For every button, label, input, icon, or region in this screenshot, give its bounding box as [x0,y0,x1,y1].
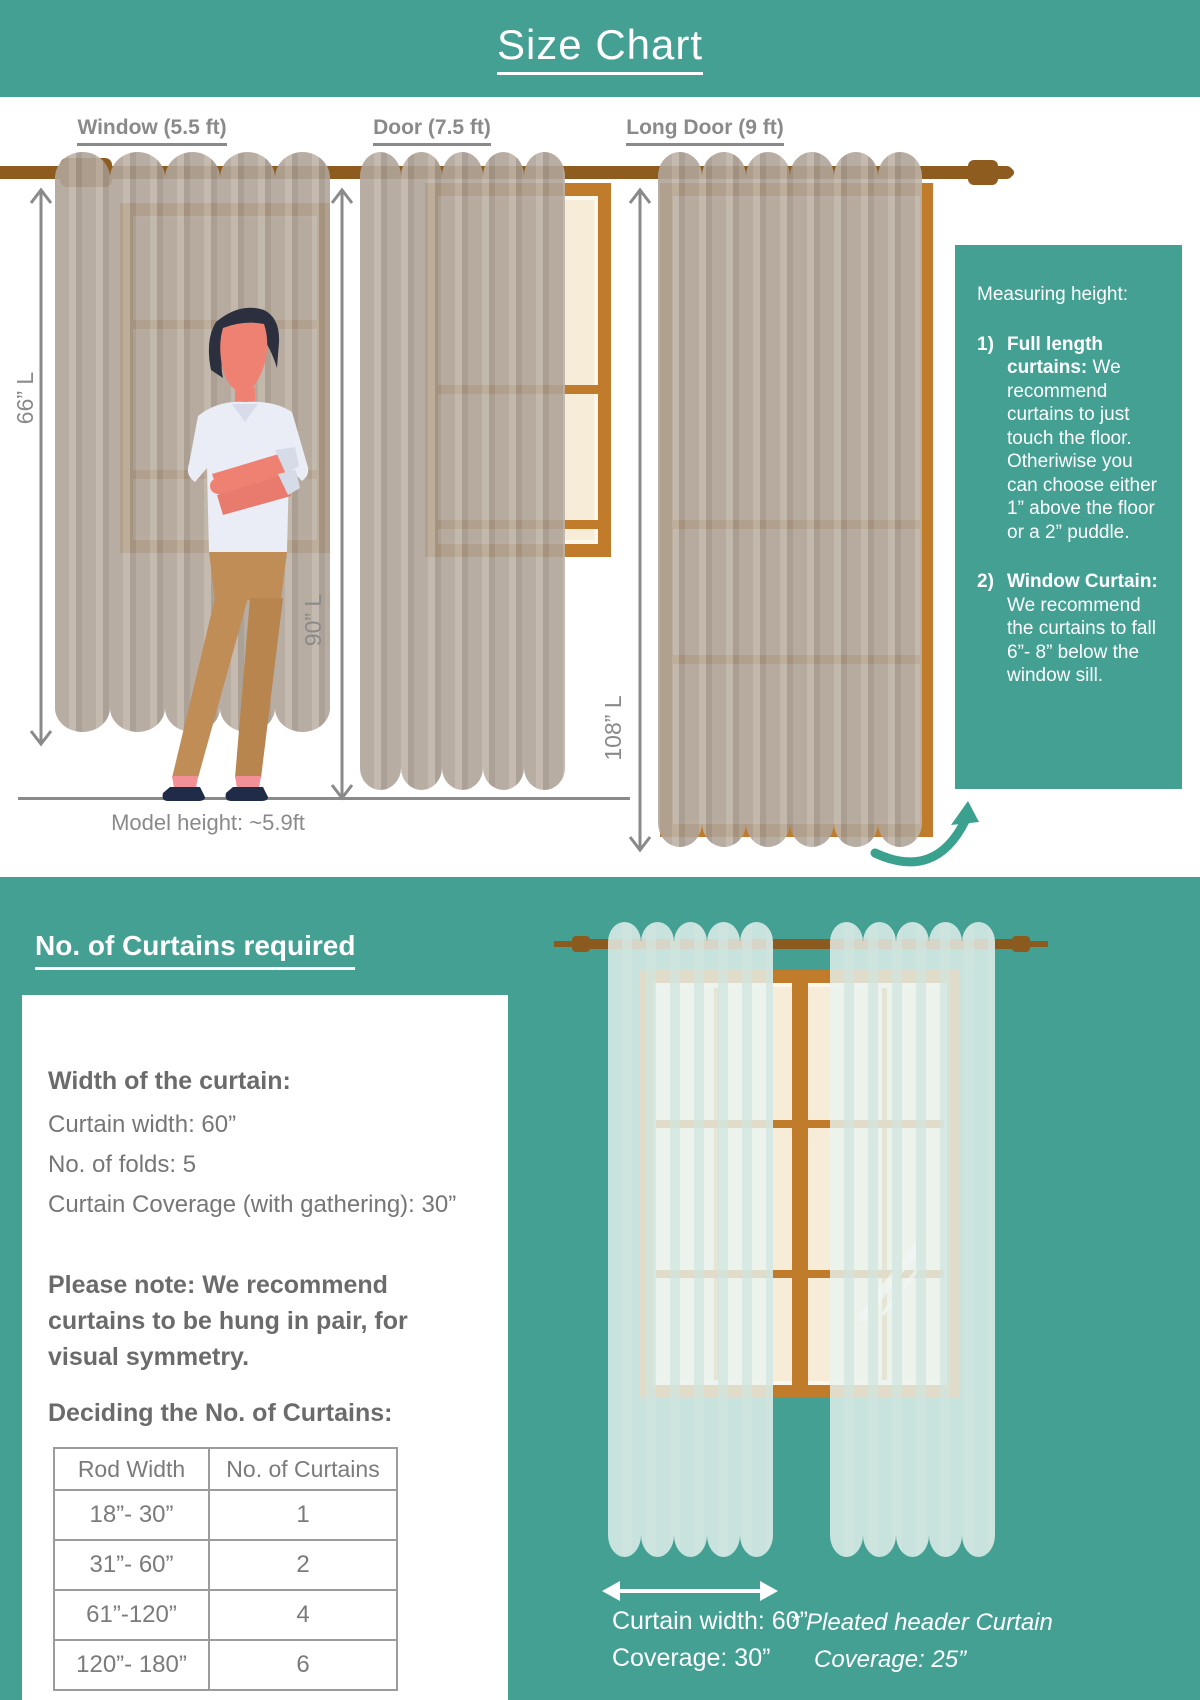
measuring-item-1: 1) Full length curtains: We recommend curtains to just touch the floor. Otheriwise you can choose either 1” above the floor or a 2” puddle. [977,333,1157,543]
sheer-curtain-left [608,922,773,1557]
bottom-rod-finial-right [1012,936,1030,952]
table-cell-rod: 18”- 30” [54,1490,209,1540]
table-row [54,1540,397,1590]
measure-label-66: 66” L [12,371,38,425]
table-header-row [54,1448,397,1490]
measuring-title: Measuring height: [977,284,1129,305]
measuring-box [955,245,1182,789]
model-figure [160,298,330,803]
coverage-label: Coverage: 30” [612,1644,771,1672]
model-caption: Model height: ~5.9ft [111,810,305,835]
label-door: Door (7.5 ft) [322,116,542,146]
table-row [54,1590,397,1640]
bottom-rod-tip-left [554,941,574,947]
table-cell-count: 2 [209,1540,397,1590]
rod-finial-right [968,160,998,185]
pleated-note-line2: Coverage: 25” [814,1646,967,1673]
width-line-1: Curtain width: 60” [48,1111,237,1138]
pleated-note-line1: * Pleated header Curtain [790,1609,1053,1636]
measure-arrow-90-icon [329,186,355,802]
pair-note: Please note: We recommend curtains to be hung in pair, for visual symmetry. [48,1271,408,1371]
rod-tip [996,169,1014,176]
sheer-curtain-right [830,922,995,1557]
table-cell-rod: 120”- 180” [54,1640,209,1690]
table-cell-count: 1 [209,1490,397,1540]
curtain-table [53,1447,398,1691]
table-cell-rod: 61”-120” [54,1590,209,1640]
header-band [0,0,1200,97]
door-curtain [360,152,565,790]
curved-arrow-icon [865,795,995,875]
table-cell-count: 4 [209,1590,397,1640]
curtain-width-label: Curtain width: 60” [612,1607,808,1635]
width-title: Width of the curtain: [48,1067,291,1095]
bottom-rod-tip-right [1030,941,1048,947]
measure-label-90: 90” L [300,593,326,647]
table-header-count: No. of Curtains [209,1448,397,1490]
info-card [22,995,508,1700]
deciding-title: Deciding the No. of Curtains: [48,1399,393,1427]
table-cell-rod: 31”- 60” [54,1540,209,1590]
width-line-3: Curtain Coverage (with gathering): 30” [48,1191,457,1218]
long-door-curtain [658,152,922,847]
table-row [54,1490,397,1540]
page-title: Size Chart [497,22,703,75]
table-header-rod: Rod Width [54,1448,209,1490]
label-long-door: Long Door (9 ft) [595,116,815,146]
width-line-2: No. of folds: 5 [48,1151,197,1178]
measure-label-108: 108” L [600,695,626,761]
section-heading: No. of Curtains required [35,930,355,970]
width-arrow-icon [600,1576,780,1606]
measure-arrow-108-icon [627,186,653,854]
measuring-item-2: 2) Window Curtain: We recommend the curtains to fall 6”- 8” below the window sill. [977,571,1158,686]
table-row [54,1640,397,1690]
measure-arrow-66-icon [28,186,54,748]
table-cell-count: 6 [209,1640,397,1690]
label-window: Window (5.5 ft) [42,116,262,146]
